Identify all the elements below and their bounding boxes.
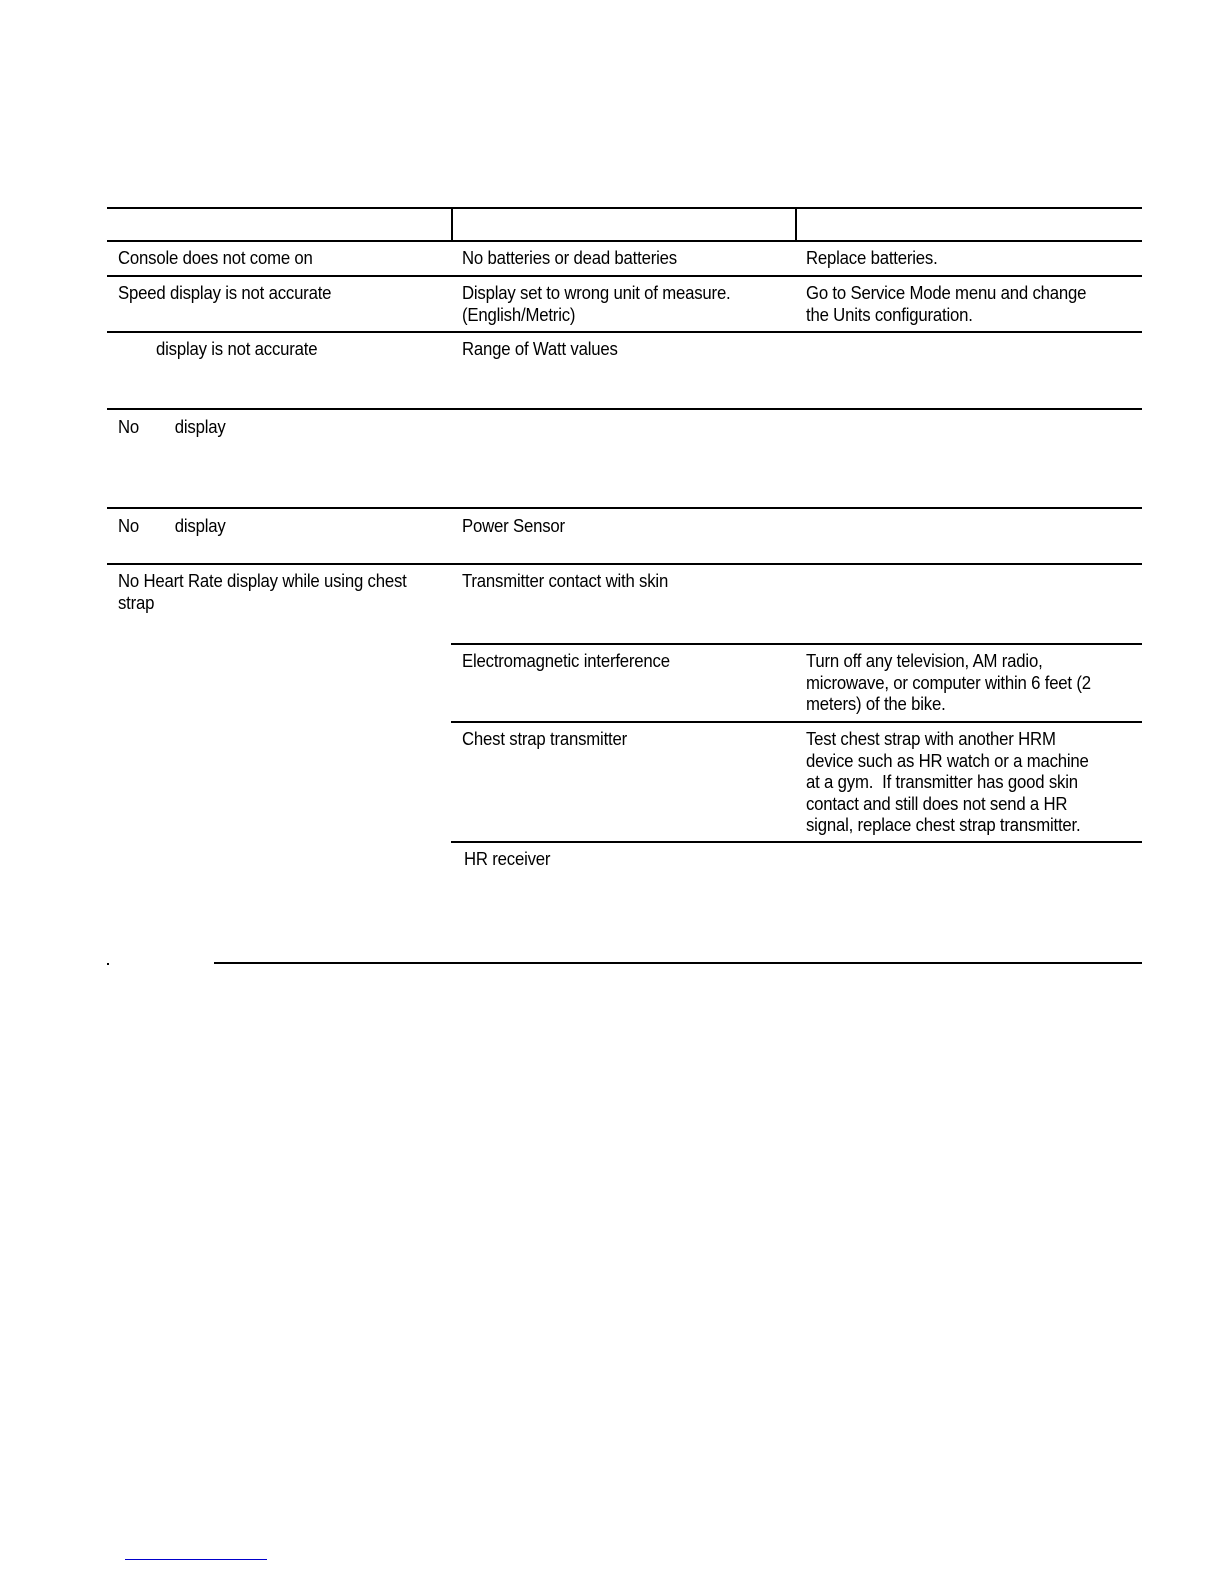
table-cell-cause: Range of Watt values	[462, 339, 618, 359]
table-cell-remedy: Turn off any television, AM radio, microwave, or computer within 6 feet (2 meters) of the bike.	[806, 651, 1091, 714]
table-cell-problem: Speed display is not accurate	[118, 283, 332, 303]
table-top-border	[107, 207, 1142, 209]
table-cell-problem: No Heart Rate display while using chest strap	[118, 571, 407, 613]
table-cell-cause: Electromagnetic interference	[462, 651, 670, 671]
subrow-border	[451, 841, 1142, 843]
footer-link-underline[interactable]	[125, 1559, 267, 1560]
row-border	[107, 408, 1142, 410]
table-cell-cause: Chest strap transmitter	[462, 729, 628, 749]
table-cell-problem: No display	[118, 417, 226, 437]
header-bottom-border	[107, 240, 1142, 242]
table-cell-cause: No batteries or dead batteries	[462, 248, 677, 268]
table-cell-problem: No display	[118, 516, 226, 536]
table-cell-problem: display is not accurate	[156, 339, 318, 359]
subrow-border	[451, 643, 1142, 645]
subrow-border	[451, 721, 1142, 723]
table-cell-cause: Display set to wrong unit of measure. (English/Metric)	[462, 283, 731, 325]
table-cell-cause: HR receiver	[464, 849, 551, 869]
row-border	[107, 507, 1142, 509]
table-cell-remedy: Test chest strap with another HRM device such as HR watch or a machine at a gym. If transmitter has good skin contact and still does not send a HR signal, replace chest strap transmitter.	[806, 729, 1089, 835]
table-corner-mark	[107, 963, 109, 965]
table-cell-problem: Console does not come on	[118, 248, 313, 268]
row-border	[107, 331, 1142, 333]
row-border	[107, 275, 1142, 277]
table-cell-cause: Power Sensor	[462, 516, 565, 536]
table-cell-remedy: Replace batteries.	[806, 248, 938, 268]
table-cell-remedy: Go to Service Mode menu and change the Units configuration.	[806, 283, 1087, 325]
header-divider-2	[795, 207, 797, 242]
row-border	[107, 563, 1142, 565]
header-divider-1	[451, 207, 453, 242]
table-bottom-border	[214, 962, 1142, 964]
table-cell-cause: Transmitter contact with skin	[462, 571, 669, 591]
